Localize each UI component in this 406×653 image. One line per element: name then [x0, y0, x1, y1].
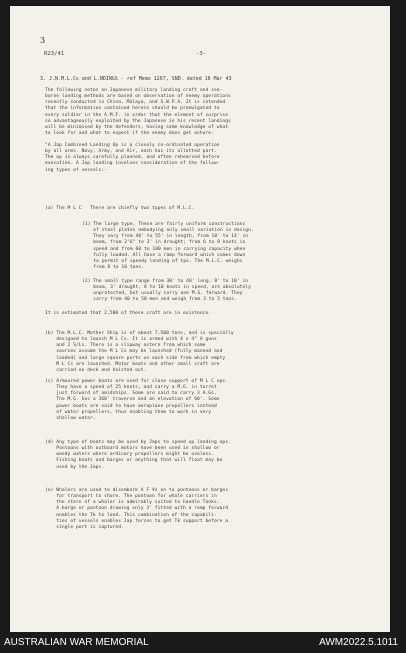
text-line: (c) Armoured power boats are used for close support of M L C ops.: [45, 379, 229, 384]
text-line: every soldier in the A.M.F. in order that the element of surprise: [45, 112, 229, 118]
section-title: 3. J.N.M.L.Cs and L.NDINGS - ref Memo 1267, SND. dated 16 Mar 43: [40, 76, 232, 82]
text-line: of steel plates embodying only small variation in design.: [82, 228, 254, 234]
text-line: They have a speed of 25 knots, and carry a M.G. in turret: [45, 385, 217, 391]
text-line: enables the Tk to land. This combination of the capabili-: [45, 512, 217, 518]
text-line: (1) The large type. These are fairly uniform constructions: [82, 222, 246, 227]
text-line: The following notes on Japanese military landing craft and sea-: [45, 88, 223, 93]
text-line: just forward of amidships. Some are said to carry 3 A.Gs.: [45, 391, 217, 397]
text-line: (b) The M.L.C. Mother Ship is of about 7,500 tons, and is specially: [45, 331, 234, 336]
text-line: that the information contained herein should be promulgated to: [45, 106, 220, 112]
text-line: and 2 S/Ls. There is a slipway astern from which some: [45, 343, 206, 349]
archive-footer: [0, 632, 406, 653]
text-line: will be minimised by the defenders, having some knowledge of what: [45, 124, 229, 130]
paragraph-a2: [82, 279, 251, 304]
reference-code: R23/41: [44, 51, 65, 57]
text-line: A barge or pontoon drawing only 3' fitted with a ramp forward: [45, 506, 229, 512]
text-line: beam, from 2'6" to 3' in draught; from 6 to 8 knots in: [82, 240, 246, 246]
text-line: from 8 to 10 tons.: [82, 265, 144, 271]
paragraph-d: [45, 440, 231, 471]
text-line: to look for and what to expect if the enemy does get ashore.: [45, 131, 214, 137]
text-line: M L Cs are launched. Motor boats and other small craft are: [45, 361, 220, 367]
text-line: speed and from 60 to 100 men in carrying capacity when: [82, 246, 246, 252]
text-line: (d) Any type of boats may be used by Japs to speed up landing ops.: [45, 440, 231, 445]
text-line: The op is always carefully planned, and often rehearsed before: [45, 155, 220, 161]
text-line: They vary from 40' to 55' in length, from 10' to 14' in: [82, 234, 249, 240]
text-line: carry from 40 to 50 men and weigh from 3 to 5 tons.: [82, 297, 237, 303]
paragraph-estimate: [45, 311, 211, 317]
paragraph-a1: [82, 222, 254, 271]
paragraph-combined: [45, 143, 220, 174]
text-line: weedy waters where ordinary propellers might be useless.: [45, 452, 214, 458]
text-line: fully loaded. All have a ramp forward which comes down: [82, 252, 246, 258]
text-line: by all arms. Navy, Army, and Air, each has its allotted part.: [45, 149, 217, 155]
text-line: carried on deck and hoisted out.: [45, 367, 147, 373]
text-line: designed to launch M L Cs. It is armed with 4 x 4" A guns: [45, 337, 217, 343]
text-line: unprotected, but usually carry one M.G. forward. They: [82, 291, 243, 297]
handwritten-mark: 3: [40, 36, 46, 45]
text-line: shallow water.: [45, 415, 96, 421]
paragraph-intro: [45, 88, 231, 137]
text-line: "A Jap Combined Landing Op is a closely co-ordinated operation: [45, 143, 220, 148]
text-line: single port is captured.: [45, 524, 124, 530]
text-line: of water propellers, thus enabling them to work in very: [45, 409, 212, 415]
archive-reference: AWM2022.5.1011: [319, 637, 398, 648]
text-line: execution. A Jap landing involves consideration of the follow-: [45, 161, 220, 167]
text-line: beam, 3' draught, 8 to 10 knots in speed, are absolutely: [82, 285, 251, 291]
text-line: The M.G. has a 360' traverse and an elevation of 60'. Some: [45, 397, 220, 403]
text-line: for transport to shore. The pontoon for whale carriers in: [45, 494, 217, 500]
document-page: [10, 6, 390, 632]
text-line: (2) The small type range from 30' to 40' long, 8' to 10' in: [82, 279, 249, 284]
text-line: borne landing methods are based on observation of enemy operations: [45, 94, 231, 100]
text-line: ing types of vessels:-: [45, 167, 107, 173]
paragraph-b: [45, 331, 234, 374]
archive-name: AUSTRALIAN WAR MEMORIAL: [4, 637, 149, 648]
text-line: loaded) and large square ports on each side from which empty: [45, 355, 226, 361]
text-line: sources assume the M L Cs may be launched (fully manned and: [45, 349, 223, 355]
text-line: so advantageously exploited by the Japanese in his recent landings: [45, 118, 231, 124]
text-line: (a) The M L C There are chiefly two types of M.L.C.: [45, 206, 195, 211]
text-line: to permit of speedy landing of tps. The M.L.C. weighs: [82, 258, 243, 264]
text-line: power boats are said to have aeroplane propellers instead: [45, 403, 217, 409]
text-line: the stern of a whaler is admirably suited to handle Tanks.: [45, 500, 220, 506]
text-line: recently conducted in China, Malaya, and S.W.P.A. It is intended: [45, 100, 226, 106]
text-line: It is estimated that 2,500 of these craft are in existence.: [45, 311, 212, 316]
text-line: used by the Japs.: [45, 464, 105, 470]
paragraph-a_head: [45, 206, 194, 212]
page-number: -3-: [196, 51, 207, 57]
text-line: Pontoons with outboard motors have been used in shallow or: [45, 446, 220, 452]
text-line: Fishing boats and barges or anything that will float may be: [45, 458, 223, 464]
paragraph-c: [45, 379, 228, 422]
text-line: ties of vessels enables Jap forces to get Tk support before a: [45, 518, 229, 524]
paragraph-e: [45, 488, 228, 531]
text-line: (e) Whalers are used to disembark A F Vs on to pontoons or barges: [45, 488, 229, 493]
